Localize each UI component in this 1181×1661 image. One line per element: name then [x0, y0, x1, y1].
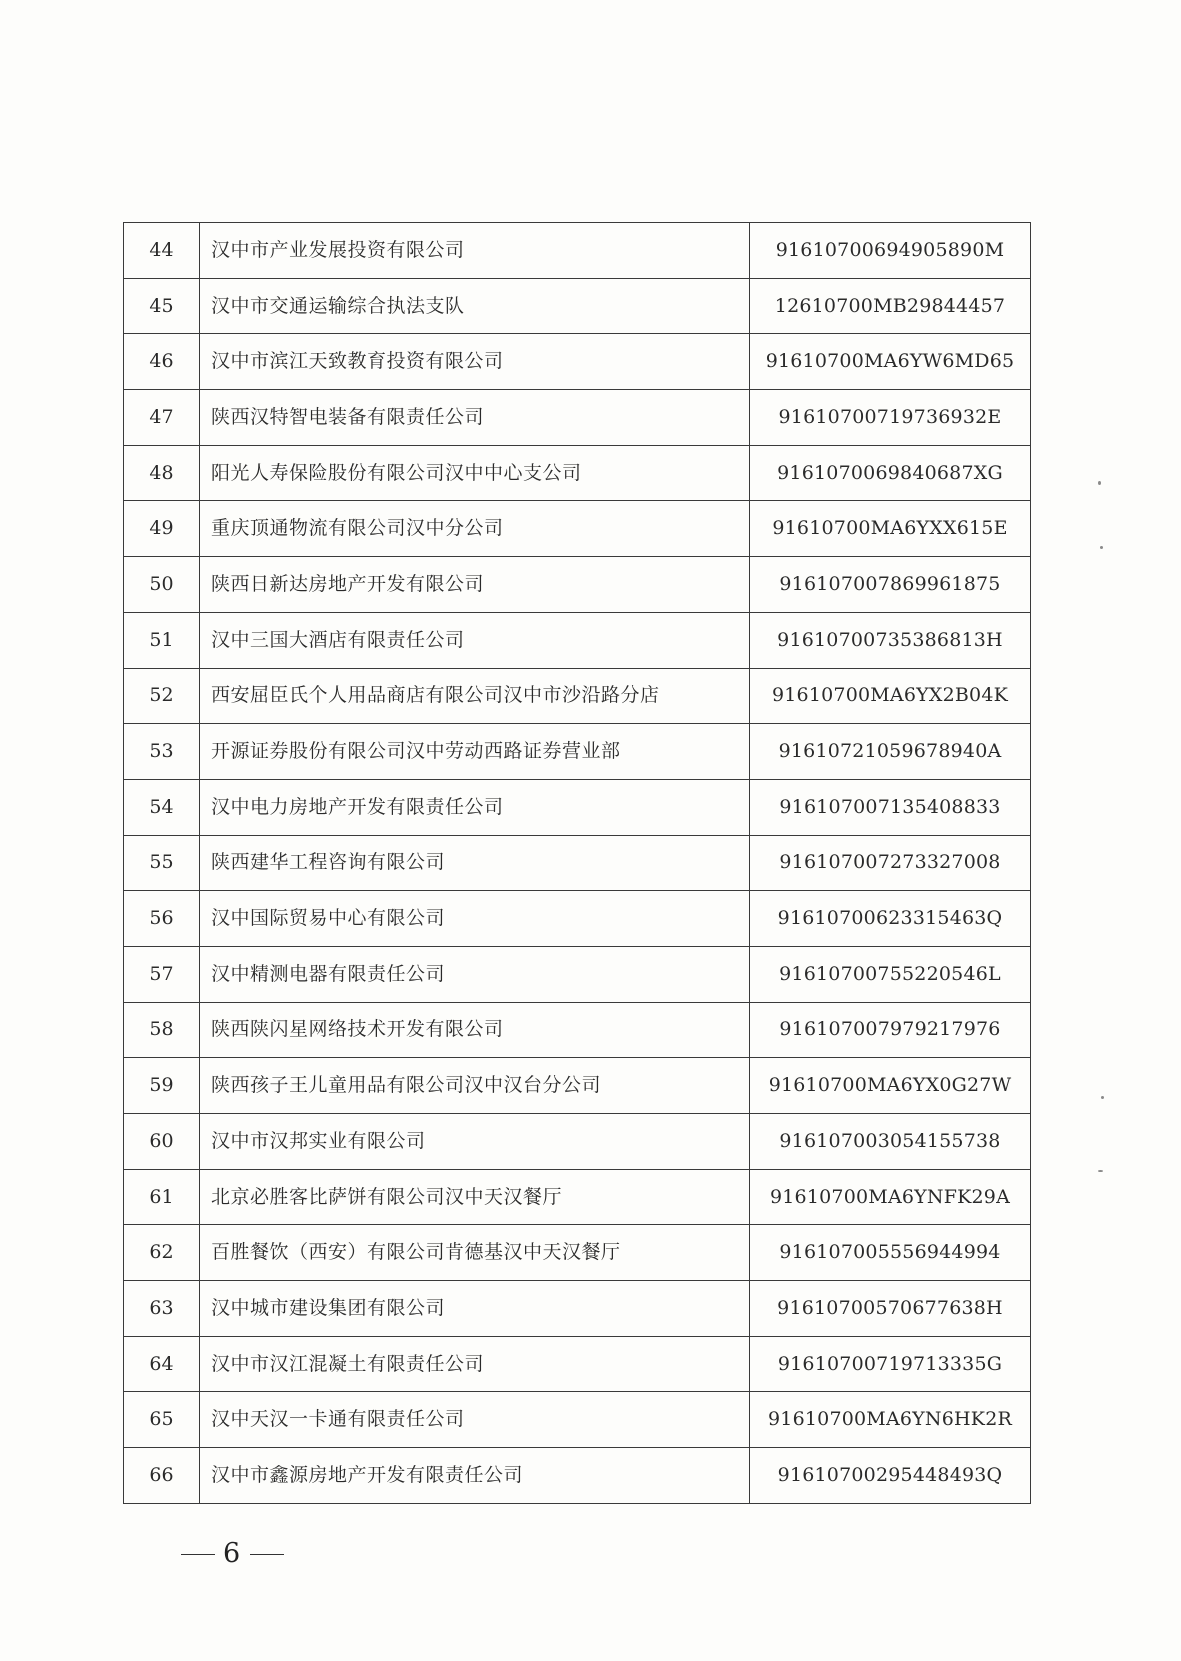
credit-code-cell: 91610700694905890M [750, 223, 1031, 279]
table-row [124, 334, 1031, 390]
company-name-cell: 陕西汉特智电装备有限责任公司 [200, 390, 750, 446]
company-name-cell: 陕西建华工程咨询有限公司 [200, 835, 750, 891]
table-row [124, 891, 1031, 947]
table-row [124, 1002, 1031, 1058]
credit-code-cell: 91610700570677638H [750, 1281, 1031, 1337]
table-row [124, 1058, 1031, 1114]
table-row [124, 278, 1031, 334]
credit-code-cell: 91610700755220546L [750, 946, 1031, 1002]
credit-code-cell: 91610700MA6YXX615E [750, 501, 1031, 557]
row-number-cell: 63 [124, 1281, 200, 1337]
company-name-cell: 汉中天汉一卡通有限责任公司 [200, 1392, 750, 1448]
company-name-cell: 重庆顶通物流有限公司汉中分公司 [200, 501, 750, 557]
company-name-cell: 百胜餐饮（西安）有限公司肯德基汉中天汉餐厅 [200, 1225, 750, 1281]
row-number-cell: 59 [124, 1058, 200, 1114]
credit-code-cell: 91610700719736932E [750, 390, 1031, 446]
company-name-cell: 开源证券股份有限公司汉中劳动西路证券营业部 [200, 724, 750, 780]
company-name-cell: 汉中市鑫源房地产开发有限责任公司 [200, 1448, 750, 1504]
row-number-cell: 58 [124, 1002, 200, 1058]
credit-code-cell: 91610700735386813H [750, 612, 1031, 668]
company-name-cell: 汉中城市建设集团有限公司 [200, 1281, 750, 1337]
company-name-cell: 汉中三国大酒店有限责任公司 [200, 612, 750, 668]
scan-speck [1098, 1170, 1103, 1172]
page-number-value: 6 [223, 1538, 243, 1569]
row-number-cell: 61 [124, 1169, 200, 1225]
scan-speck [1101, 1096, 1104, 1099]
table-row [124, 1225, 1031, 1281]
row-number-cell: 53 [124, 724, 200, 780]
credit-code-cell: 91610700MA6YNFK29A [750, 1169, 1031, 1225]
table-row [124, 724, 1031, 780]
table-row [124, 668, 1031, 724]
table-row [124, 1114, 1031, 1170]
credit-code-cell: 916107007869961875 [750, 557, 1031, 613]
table-row [124, 223, 1031, 279]
company-name-cell: 西安屈臣氏个人用品商店有限公司汉中市沙沿路分店 [200, 668, 750, 724]
table-row [124, 445, 1031, 501]
row-number-cell: 57 [124, 946, 200, 1002]
company-name-cell: 汉中市交通运输综合执法支队 [200, 278, 750, 334]
row-number-cell: 65 [124, 1392, 200, 1448]
company-name-cell: 陕西日新达房地产开发有限公司 [200, 557, 750, 613]
table-row [124, 779, 1031, 835]
table-row [124, 1448, 1031, 1504]
row-number-cell: 51 [124, 612, 200, 668]
company-name-cell: 汉中精测电器有限责任公司 [200, 946, 750, 1002]
table-row [124, 1281, 1031, 1337]
company-name-cell: 北京必胜客比萨饼有限公司汉中天汉餐厅 [200, 1169, 750, 1225]
table-row [124, 946, 1031, 1002]
table-row [124, 612, 1031, 668]
page-number-right-dash [250, 1554, 284, 1555]
credit-code-cell: 916107003054155738 [750, 1114, 1031, 1170]
table-body [124, 223, 1031, 1504]
row-number-cell: 48 [124, 445, 200, 501]
row-number-cell: 50 [124, 557, 200, 613]
row-number-cell: 60 [124, 1114, 200, 1170]
scan-speck [1100, 546, 1103, 549]
table-row [124, 390, 1031, 446]
credit-code-cell: 91610700MA6YX2B04K [750, 668, 1031, 724]
credit-code-cell: 12610700MB29844457 [750, 278, 1031, 334]
row-number-cell: 54 [124, 779, 200, 835]
credit-code-cell: 91610700295448493Q [750, 1448, 1031, 1504]
table-row [124, 501, 1031, 557]
company-name-cell: 汉中市滨江天致教育投资有限公司 [200, 334, 750, 390]
company-name-cell: 阳光人寿保险股份有限公司汉中中心支公司 [200, 445, 750, 501]
credit-code-cell: 91610700MA6YW6MD65 [750, 334, 1031, 390]
company-name-cell: 陕西孩子王儿童用品有限公司汉中汉台分公司 [200, 1058, 750, 1114]
company-name-cell: 汉中电力房地产开发有限责任公司 [200, 779, 750, 835]
credit-code-cell: 91610700MA6YX0G27W [750, 1058, 1031, 1114]
credit-code-cell: 916107007273327008 [750, 835, 1031, 891]
table-row [124, 1392, 1031, 1448]
row-number-cell: 49 [124, 501, 200, 557]
row-number-cell: 44 [124, 223, 200, 279]
company-name-cell: 汉中市产业发展投资有限公司 [200, 223, 750, 279]
credit-code-cell: 9161070069840687XG [750, 445, 1031, 501]
company-name-cell: 汉中国际贸易中心有限公司 [200, 891, 750, 947]
row-number-cell: 46 [124, 334, 200, 390]
page-number-left-dash [181, 1554, 215, 1555]
credit-code-cell: 916107005556944994 [750, 1225, 1031, 1281]
page-number [173, 1538, 292, 1569]
table-row [124, 1336, 1031, 1392]
company-name-cell: 陕西陕闪星网络技术开发有限公司 [200, 1002, 750, 1058]
row-number-cell: 47 [124, 390, 200, 446]
company-name-cell: 汉中市汉江混凝土有限责任公司 [200, 1336, 750, 1392]
scan-speck [1098, 481, 1101, 485]
row-number-cell: 66 [124, 1448, 200, 1504]
credit-code-cell: 91610700719713335G [750, 1336, 1031, 1392]
company-name-cell: 汉中市汉邦实业有限公司 [200, 1114, 750, 1170]
row-number-cell: 62 [124, 1225, 200, 1281]
table-row [124, 1169, 1031, 1225]
row-number-cell: 56 [124, 891, 200, 947]
credit-code-cell: 91610721059678940A [750, 724, 1031, 780]
credit-code-cell: 916107007135408833 [750, 779, 1031, 835]
table-row [124, 557, 1031, 613]
row-number-cell: 45 [124, 278, 200, 334]
credit-code-cell: 916107007979217976 [750, 1002, 1031, 1058]
row-number-cell: 64 [124, 1336, 200, 1392]
row-number-cell: 52 [124, 668, 200, 724]
row-number-cell: 55 [124, 835, 200, 891]
credit-code-cell: 91610700MA6YN6HK2R [750, 1392, 1031, 1448]
table-row [124, 835, 1031, 891]
credit-code-cell: 91610700623315463Q [750, 891, 1031, 947]
company-credit-code-table [123, 222, 1031, 1504]
